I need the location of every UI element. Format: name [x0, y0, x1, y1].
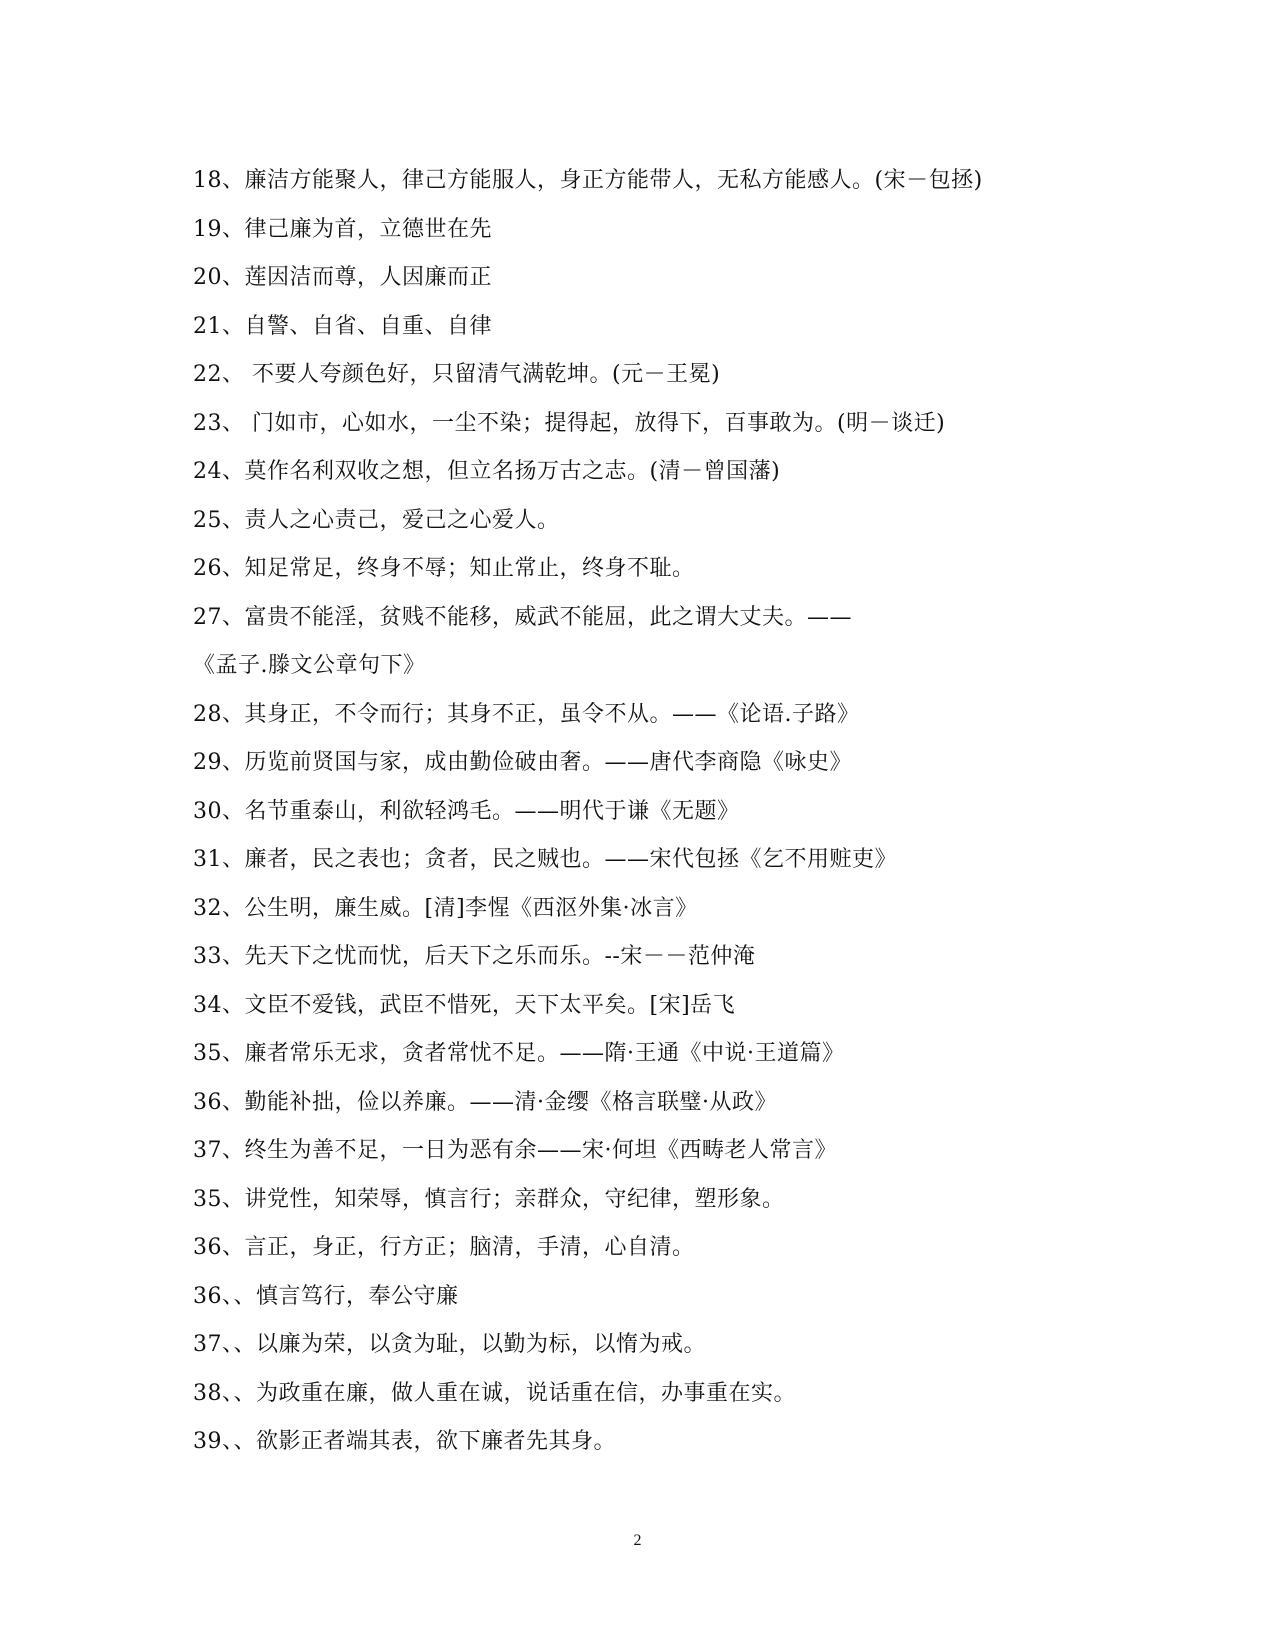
quote-line: 27、富贵不能淫，贫贱不能移，威武不能屈，此之谓大丈夫。——	[193, 604, 852, 630]
quote-line: 30、名节重泰山，利欲轻鸿毛。——明代于谦《无题》	[193, 798, 740, 824]
quote-line: 35、讲党性，知荣辱，慎言行；亲群众，守纪律，塑形象。	[193, 1186, 785, 1212]
quote-line: 32、公生明，廉生威。[清]李惺《西沤外集·冰言》	[193, 895, 698, 921]
quote-line: 36、勤能补拙，俭以养廉。——清·金缨《格言联璧·从政》	[193, 1089, 777, 1115]
quote-line: 29、历览前贤国与家，成由勤俭破由奢。——唐代李商隐《咏史》	[193, 750, 852, 775]
quote-line: 33、先天下之忧而忧，后天下之乐而乐。--宋－－范仲淹	[193, 944, 756, 969]
quote-line: 22、 不要人夸颜色好，只留清气满乾坤。(元－王冕)	[193, 362, 721, 387]
quote-line: 24、莫作名利双收之想，但立名扬万古之志。(清－曾国藩)	[193, 459, 781, 484]
quote-line: 39、、欲影正者端其表，欲下廉者先其身。	[193, 1429, 616, 1454]
quote-list	[193, 157, 1093, 1467]
quote-line: 38、、为政重在廉，做人重在诚，说话重在信，办事重在实。	[193, 1380, 796, 1406]
quote-line: 19、律己廉为首，立德世在先	[193, 216, 492, 242]
quote-line: 35、廉者常乐无求，贪者常忧不足。——隋·王通《中说·王道篇》	[193, 1041, 845, 1066]
page-number: 2	[633, 1532, 642, 1549]
quote-line: 25、责人之心责己，爱己之心爱人。	[193, 507, 560, 533]
quote-line: 18、廉洁方能聚人，律己方能服人，身正方能带人，无私方能感人。(宋－包拯)	[193, 168, 983, 193]
quote-line: 21、自警、自省、自重、自律	[193, 313, 492, 339]
quote-line: 31、廉者，民之表也；贪者，民之贼也。——宋代包拯《乞不用赃吏》	[193, 847, 897, 872]
quote-line: 37、终生为善不足，一日为恶有余——宋·何坦《西畴老人常言》	[193, 1138, 837, 1163]
quote-line: 《孟子.滕文公章句下》	[193, 653, 426, 678]
quote-line: 28、其身正，不令而行；其身不正，虽令不从。——《论语.子路》	[193, 701, 860, 727]
quote-line: 23、 门如市，心如水，一尘不染；提得起，放得下，百事敢为。(明－谈迁)	[193, 410, 946, 436]
quote-line: 26、知足常足，终身不辱；知止常止，终身不耻。	[193, 556, 695, 581]
quote-line: 37、、以廉为荣，以贪为耻，以勤为标，以惰为戒。	[193, 1332, 706, 1357]
quote-line: 20、莲因洁而尊，人因廉而正	[193, 265, 492, 290]
quote-line: 36、言正，身正，行方正；脑清，手清，心自清。	[193, 1235, 695, 1260]
quote-line: 36、、慎言笃行，奉公守廉	[193, 1283, 459, 1309]
quote-line: 34、文臣不爱钱，武臣不惜死，天下太平矣。[宋]岳飞	[193, 992, 736, 1018]
